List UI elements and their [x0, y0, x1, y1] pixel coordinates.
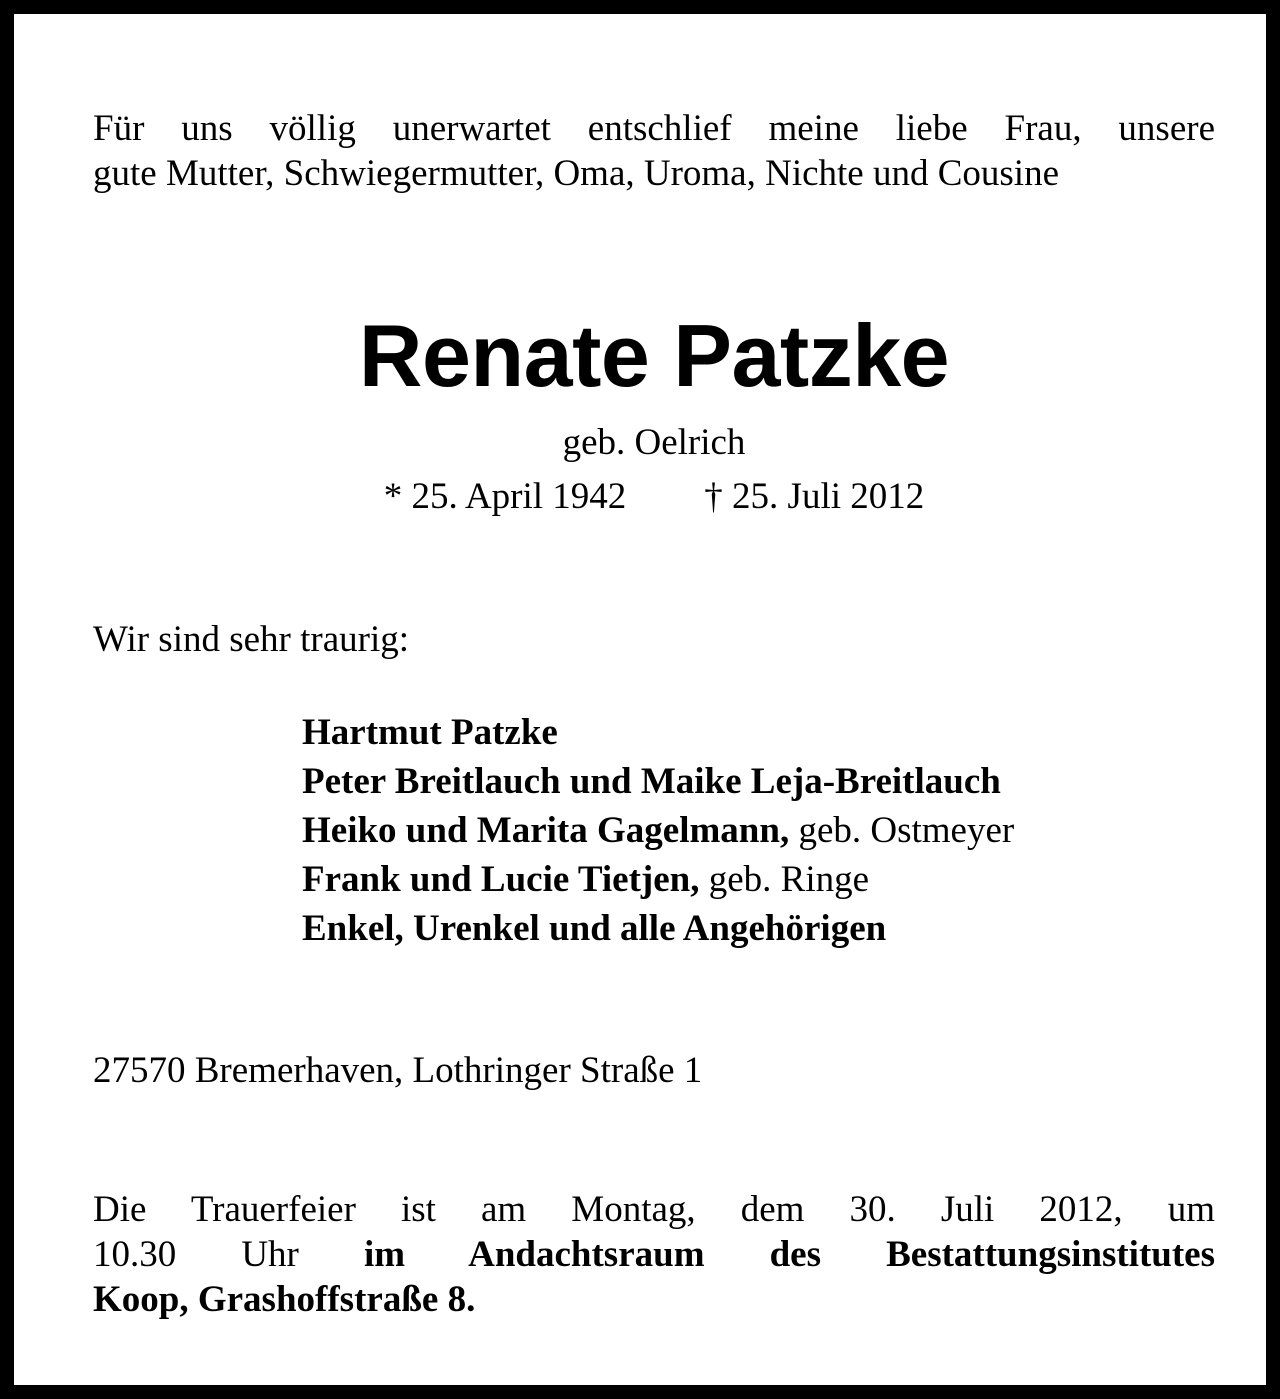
- mourner-name: Heiko und Marita Gagelmann,: [302, 810, 790, 851]
- sad-heading: Wir sind sehr traurig:: [93, 619, 410, 660]
- mourner-name: Peter Breitlauch und Maike Leja-Breitlauch: [302, 761, 1001, 802]
- mourner-note: geb. Ringe: [699, 859, 870, 900]
- funeral-location: im Andachtsraum des Bestattungsinstitutes: [363, 1234, 1216, 1275]
- intro-text: [93, 106, 1215, 196]
- mourner-row: [302, 855, 1014, 904]
- mourner-name: Enkel, Urenkel und alle Angehörigen: [302, 908, 887, 949]
- mourner-name: Hartmut Patzke: [302, 712, 558, 753]
- death-date: † 25. Juli 2012: [704, 476, 925, 517]
- mourners-list: [302, 708, 1014, 953]
- mourner-row: [302, 757, 1014, 806]
- funeral-address: Koop, Grashoffstraße 8.: [93, 1279, 476, 1320]
- funeral-line-2: [93, 1232, 1215, 1277]
- intro-line-1: Für uns völlig unerwartet entschlief meine liebe Frau, unsere: [93, 108, 1215, 149]
- birth-name: geb. Oelrich: [562, 422, 746, 463]
- mourner-note: geb. Ostmeyer: [789, 810, 1015, 851]
- mourner-row: [302, 904, 1014, 953]
- mourner-name: Frank und Lucie Tietjen,: [302, 859, 700, 900]
- funeral-line-3: [93, 1277, 1215, 1322]
- life-dates: [14, 474, 1280, 520]
- funeral-notice: [93, 1187, 1215, 1322]
- deceased-name: Renate Patzke: [358, 306, 950, 405]
- funeral-line-1: Die Trauerfeier ist am Montag, dem 30. Juli 2012, um: [93, 1189, 1215, 1230]
- intro-line-2: gute Mutter, Schwiegermutter, Oma, Uroma, Nichte und Cousine: [93, 153, 1060, 194]
- mourner-row: [302, 806, 1014, 855]
- birth-date: * 25. April 1942: [383, 476, 627, 517]
- address: 27570 Bremerhaven, Lothringer Straße 1: [93, 1050, 703, 1091]
- mourner-row: [302, 708, 1014, 757]
- funeral-time: 10.30 Uhr: [93, 1234, 364, 1275]
